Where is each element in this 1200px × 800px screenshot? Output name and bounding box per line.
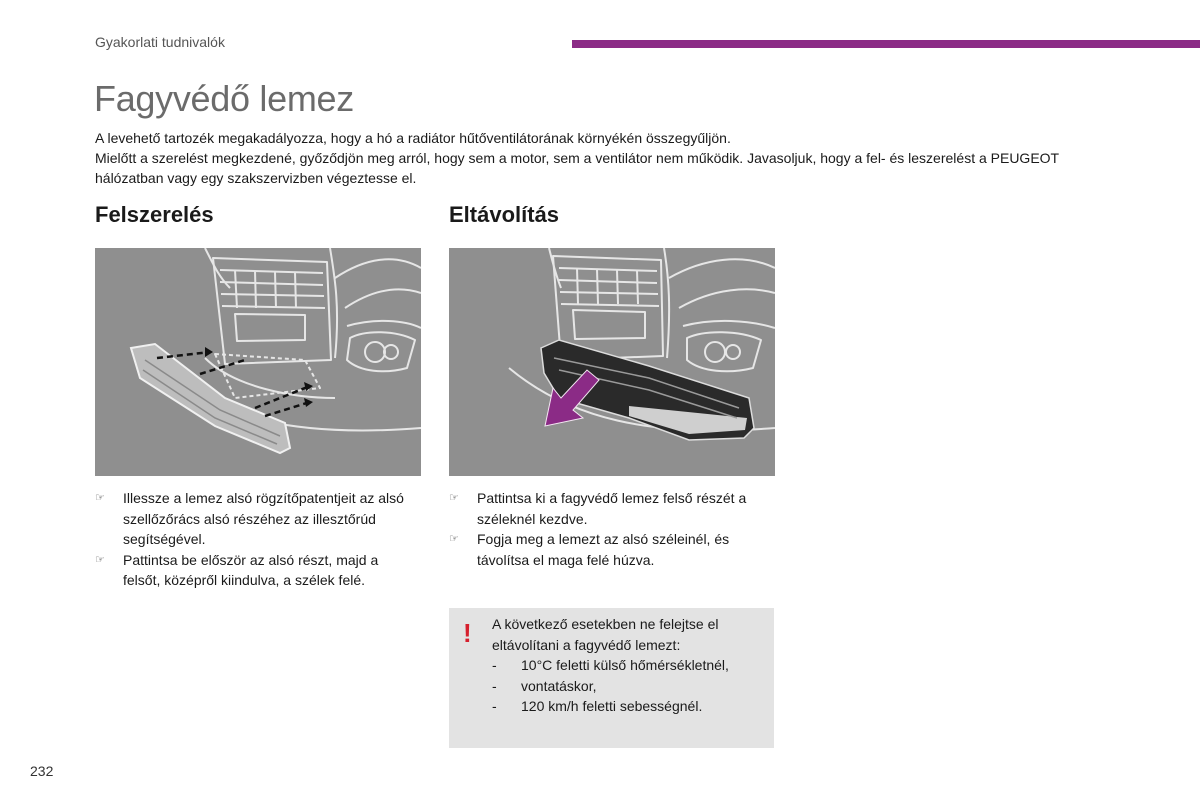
dash-marker: -: [492, 677, 497, 694]
remove-illustration: [449, 248, 775, 476]
warning-item: [492, 655, 762, 676]
exclamation-icon: !: [463, 618, 472, 648]
intro-line-2: Mielőtt a szerelést megkezdené, győződjön meg arról, hogy sem a motor, sem a ventilátor nem működik. Javasoljuk, hogy a fel- és leszerelést a PEUGEOT hálózatban vagy egy szakszervizben végeztesse el.: [95, 150, 1059, 186]
car-front-remove-drawing: [449, 248, 775, 476]
pointing-hand-icon: ☞: [449, 533, 459, 545]
warning-item-text: 120 km/h feletti sebességnél.: [521, 698, 703, 714]
page-title: Fagyvédő lemez: [94, 78, 354, 119]
install-illustration: [95, 248, 421, 476]
warning-box: [449, 608, 774, 748]
remove-heading: Eltávolítás: [449, 202, 560, 227]
warning-item-text: vontatáskor,: [521, 677, 597, 694]
remove-steps: [449, 488, 779, 570]
install-step-2-text: Pattintsa be először az alsó részt, majd a felsőt, középről kiindulva, a szélek felé.: [123, 551, 379, 588]
remove-step-1: [449, 488, 779, 529]
remove-step-2-text: Fogja meg a lemezt az alsó széleinél, és távolítsa el maga felé húzva.: [477, 531, 730, 568]
install-step-2: [95, 550, 405, 591]
pointing-hand-icon: ☞: [449, 492, 459, 504]
pointing-hand-icon: ☞: [95, 553, 105, 566]
warning-item: [492, 676, 762, 697]
dash-marker: -: [492, 657, 497, 673]
warning-item: [492, 696, 762, 717]
install-heading: Felszerelés: [95, 202, 214, 227]
warning-text: [492, 614, 762, 717]
warning-intro: A következő esetekben ne felejtse el eltávolítani a fagyvédő lemezt:: [492, 616, 719, 653]
install-steps: [95, 488, 405, 591]
section-label: Gyakorlati tudnivalók: [95, 34, 225, 50]
remove-step-1-text: Pattintsa ki a fagyvédő lemez felső részét a széleknél kezdve.: [477, 490, 747, 527]
header-accent-bar: [572, 40, 1200, 48]
intro-text: [95, 128, 1105, 188]
dash-marker: -: [492, 698, 497, 714]
install-step-1-text: Illessze a lemez alsó rögzítőpatentjeit az alsó szellőzőrács alsó részéhez az illesztőrúd segítségével.: [123, 490, 404, 547]
pointing-hand-icon: ☞: [95, 492, 105, 504]
intro-line-1: A levehető tartozék megakadályozza, hogy a hó a radiátor hűtőventilátorának környékén összegyűljön.: [95, 130, 731, 146]
page-number: 232: [30, 763, 54, 779]
car-front-install-drawing: [95, 248, 421, 476]
install-step-1: [95, 488, 405, 550]
warning-item-text: 10°C feletti külső hőmérsékletnél,: [521, 657, 729, 673]
remove-step-2: [449, 529, 779, 570]
warning-list: [492, 655, 762, 717]
